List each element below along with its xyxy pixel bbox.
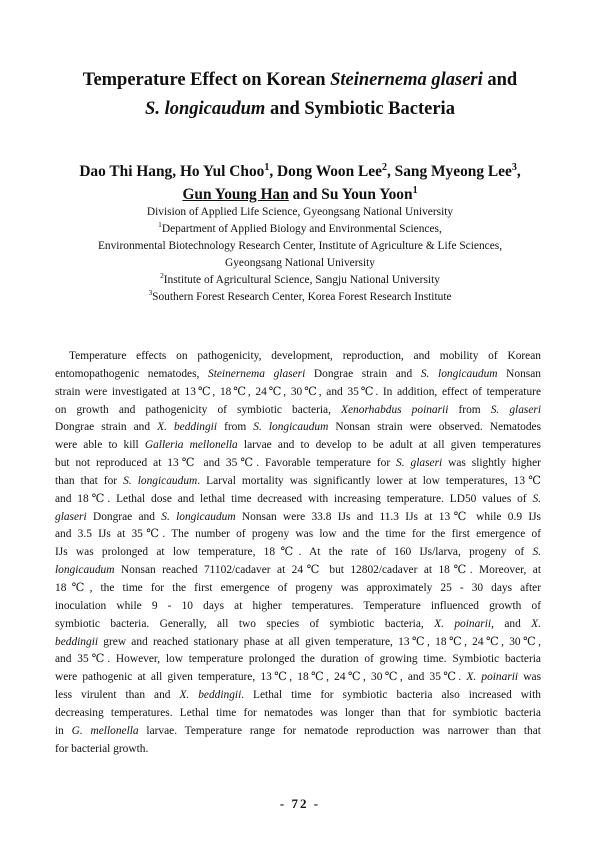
abstract-text: from: [448, 403, 491, 416]
species-name: X. beddingii: [157, 421, 218, 434]
species-name: Steinernema glaseri: [208, 367, 306, 380]
species-name: X.: [531, 617, 541, 630]
abstract-text: grew and reached stationary phase at all given temperature, 13℃, 18℃, 24℃, 30℃,: [98, 635, 541, 648]
affiliation-line: Division of Applied Life Science, Gyeongsang National University: [146, 206, 454, 218]
abstract-body: [55, 348, 541, 758]
abstract-line: [55, 437, 541, 455]
species-name: S. longicaudum: [420, 367, 498, 380]
abstract-line: [55, 473, 541, 491]
species-name: S. longicaudum: [123, 474, 198, 487]
affiliations: [20, 204, 580, 306]
species-name: S. glaseri: [396, 457, 443, 470]
species-name: Xenorhabdus poinarii: [341, 403, 449, 416]
abstract-text: strain were investigated at 13℃, 18℃, 24℃, 30℃, and 35℃. In addition, effect of temperature: [55, 385, 541, 398]
affiliation-line: Gyeongsang National University: [225, 257, 375, 269]
species-name: G. mellonella: [71, 724, 139, 737]
abstract-line: [55, 580, 541, 598]
abstract-text: on growth and pathogenicity of symbiotic bacteria,: [55, 403, 342, 416]
abstract-text: , and: [491, 617, 532, 630]
abstract-text: larvae. Temperature range for nematode reproduction was narrower than that: [138, 724, 541, 737]
abstract-line: [55, 384, 541, 402]
abstract-text: entomopathogenic nematodes,: [55, 367, 209, 380]
abstract-text: . Larval mortality was significantly lower at low temperatures, 13℃: [197, 474, 541, 487]
paper-title: [40, 66, 560, 124]
abstract-text: symbiotic bacteria. Generally, all two species of symbiotic bacteria,: [55, 617, 435, 630]
species-name: S.: [532, 492, 541, 505]
affiliation-line: $^1$Department of Applied Biology and Environmental Sciences,: [158, 220, 442, 235]
abstract-text: Dongrae strain and: [305, 367, 421, 380]
abstract-text: Nonsan: [497, 367, 541, 380]
corresponding-author: Gun Young Han: [182, 186, 289, 203]
abstract-line: [55, 598, 541, 616]
species-name: glaseri: [55, 510, 87, 523]
abstract-text: than that for: [55, 474, 124, 487]
abstract-line: [55, 705, 541, 723]
affiliation-line: Environmental Biotechnology Research Center, Institute of Agriculture & Life Sciences,: [97, 240, 503, 252]
species-name: S. longicaudum: [253, 421, 329, 434]
abstract-text: IJs was prolonged at low temperature, 18℃. At the rate of 160 IJs/larva, progeny of: [55, 546, 533, 559]
species-name: Galleria mellonella: [144, 439, 238, 452]
title-line-2: S. longicaudum and Symbiotic Bacteria: [145, 99, 455, 119]
species-name: S.: [532, 546, 541, 559]
species-name: X. poinarii: [466, 671, 519, 684]
abstract-text: Temperature effects on pathogenicity, development, reproduction, and mobility of Korean: [69, 350, 541, 362]
abstract-line: [55, 419, 541, 437]
abstract-text: larvae and to develop to be adult at all given temperatures: [237, 439, 541, 452]
species-name: X. poinarii: [434, 617, 492, 630]
abstract-text: but not reproduced at 13℃ and 35℃. Favorable temperature for: [55, 457, 397, 470]
affiliation-line: $^2$Institute of Agricultural Science, Sangju National University: [160, 271, 440, 286]
abstract-text: and 35℃. However, low temperature prolonged the duration of growing time. Symbiotic bacteria: [55, 653, 541, 666]
abstract-text: was: [518, 671, 542, 684]
abstract-text: less virulent than and: [55, 689, 180, 702]
abstract-text: and 3.5 IJs at 35℃. The number of progeny was low and the time for the first emergence of: [55, 528, 541, 541]
abstract-text: Nonsan were 33.8 IJs and 11.3 IJs at 13℃ while 0.9 IJs: [235, 510, 541, 523]
abstract-text: decreasing temperatures. Lethal time for nematodes was longer than that for symbiotic bacteria: [55, 706, 541, 719]
abstract-text: . Lethal time for symbiotic bacteria also increased with: [241, 689, 541, 702]
abstract-text: and 18℃. Lethal dose and lethal time decreased with increasing temperature. LD50 values of: [55, 492, 533, 505]
abstract-text: from: [217, 421, 254, 434]
abstract-text: for bacterial growth.: [55, 742, 149, 755]
abstract-text: Nonsan reached 71102/cadaver at 24℃ but 12802/cadaver at 18℃. Moreover, at: [114, 564, 541, 577]
abstract-line: [55, 348, 541, 366]
species-name: beddingii: [55, 635, 99, 648]
author-list: [20, 160, 580, 206]
abstract-line: [55, 562, 541, 580]
abstract-line: [55, 687, 541, 705]
abstract-line: [55, 366, 541, 384]
abstract-line: [55, 669, 541, 687]
abstract-text: Dongrae strain and: [55, 421, 158, 434]
abstract-text: in: [55, 724, 72, 737]
abstract-line: [55, 491, 541, 509]
abstract-line: [55, 723, 541, 741]
abstract-text: inoculation while 9 - 10 days at higher temperatures. Temperature influenced growth of: [55, 599, 541, 612]
abstract-text: 18℃, the time for the first emergence of progeny was approximately 25 - 30 days after: [55, 581, 541, 594]
abstract-text: Dongrae and: [86, 510, 162, 523]
abstract-text: were able to kill: [55, 439, 145, 452]
affiliation-line: $^3$Southern Forest Research Center, Korea Forest Research Institute: [148, 288, 452, 303]
species-name: S. longicaudum: [161, 510, 236, 523]
page-number: - 72 -: [279, 796, 321, 811]
species-name: S. glaseri: [490, 403, 541, 416]
abstract-line: [55, 544, 541, 562]
species-name: longicaudum: [55, 564, 115, 577]
abstract-text: were pathogenic at all given temperature, 13℃, 18℃, 24℃, 30℃, and 35℃.: [55, 671, 467, 684]
abstract-text: was slightly higher: [442, 457, 541, 470]
abstract-line: [55, 634, 541, 652]
abstract-line: [55, 741, 541, 759]
abstract-line: [55, 509, 541, 527]
abstract-text: Nonsan strain were observed. Nematodes: [328, 421, 542, 434]
species-name: X. beddingii: [179, 689, 242, 702]
abstract-line: [55, 616, 541, 634]
abstract-line: [55, 455, 541, 473]
abstract-line: [55, 651, 541, 669]
abstract-line: [55, 526, 541, 544]
author-line-1: Dao Thi Hang, Ho Yul Choo$^1$, Dong Woon Lee$^2$, Sang Myeong Lee$^3$,: [79, 161, 521, 180]
title-line-1: Temperature Effect on Korean Steinernema glaseri and: [82, 70, 518, 90]
abstract-line: [55, 402, 541, 420]
author-line-2: Gun Young Han and Su Youn Yoon$^1$: [182, 184, 418, 203]
